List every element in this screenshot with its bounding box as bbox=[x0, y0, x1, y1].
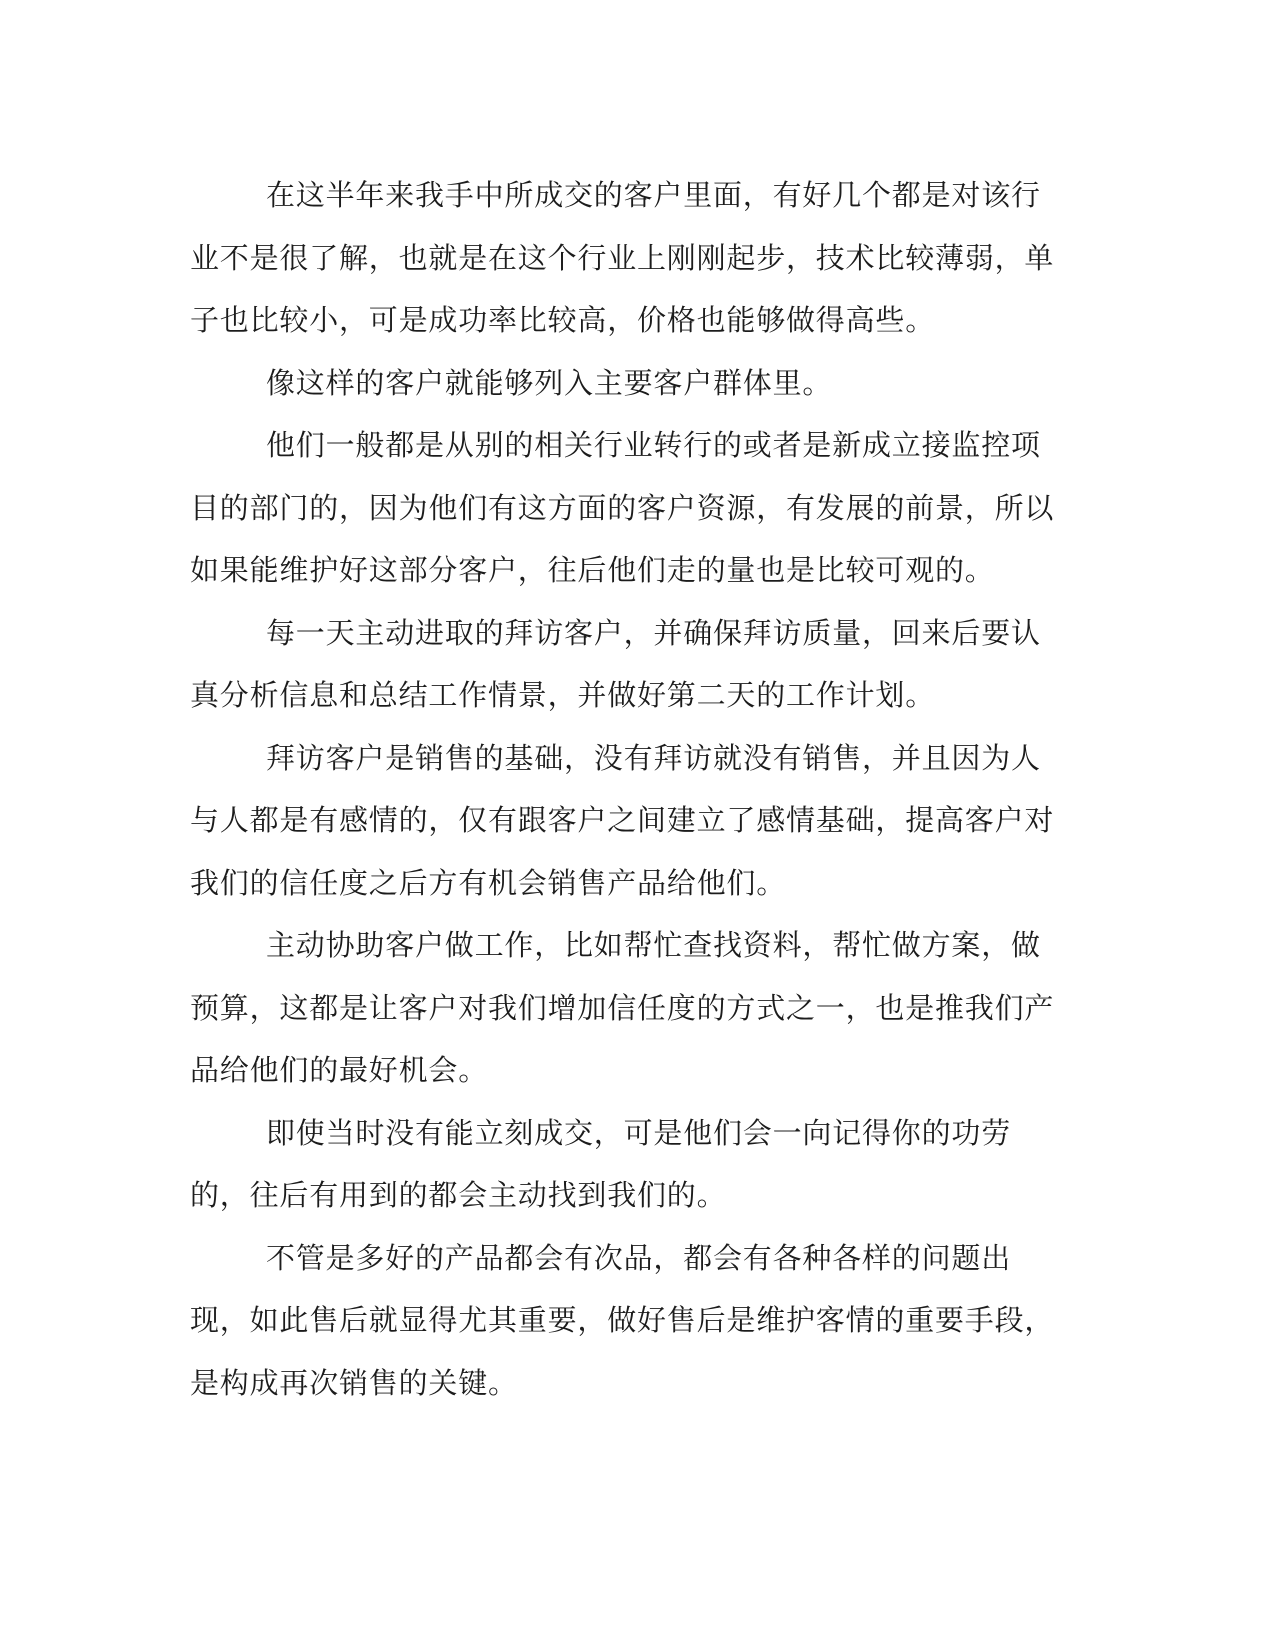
paragraph: 像这样的客户就能够列入主要客户群体里。 bbox=[266, 365, 833, 400]
paragraph: 他们一般都是从别的相关行业转行的或者是新成立接监控项目的部门的，因为他们有这方面的客户资源，有发展的前景，所以如果能维护好这部分客户，往后他们走的量也是比较可观的。 bbox=[190, 428, 1055, 587]
paragraph: 每一天主动进取的拜访客户，并确保拜访质量，回来后要认真分析信息和总结工作情景，并做好第二天的工作计划。 bbox=[190, 615, 1041, 712]
paragraph: 主动协助客户做工作，比如帮忙查找资料，帮忙做方案，做预算，这都是让客户对我们增加信任度的方式之一，也是推我们产品给他们的最好机会。 bbox=[190, 928, 1055, 1087]
paragraph: 不管是多好的产品都会有次品，都会有各种各样的问题出现，如此售后就显得尤其重要，做好售后是维护客情的重要手段，是构成再次销售的关键。 bbox=[190, 1240, 1055, 1400]
document-body bbox=[190, 164, 1070, 1414]
paragraph: 在这半年来我手中所成交的客户里面，有好几个都是对该行业不是很了解，也就是在这个行业上刚刚起步，技术比较薄弱，单子也比较小，可是成功率比较高，价格也能够做得高些。 bbox=[190, 178, 1055, 337]
paragraph: 拜访客户是销售的基础，没有拜访就没有销售，并且因为人与人都是有感情的，仅有跟客户之间建立了感情基础，提高客户对我们的信任度之后方有机会销售产品给他们。 bbox=[190, 740, 1055, 900]
paragraph: 即使当时没有能立刻成交，可是他们会一向记得你的功劳的，往后有用到的都会主动找到我们的。 bbox=[190, 1115, 1012, 1212]
